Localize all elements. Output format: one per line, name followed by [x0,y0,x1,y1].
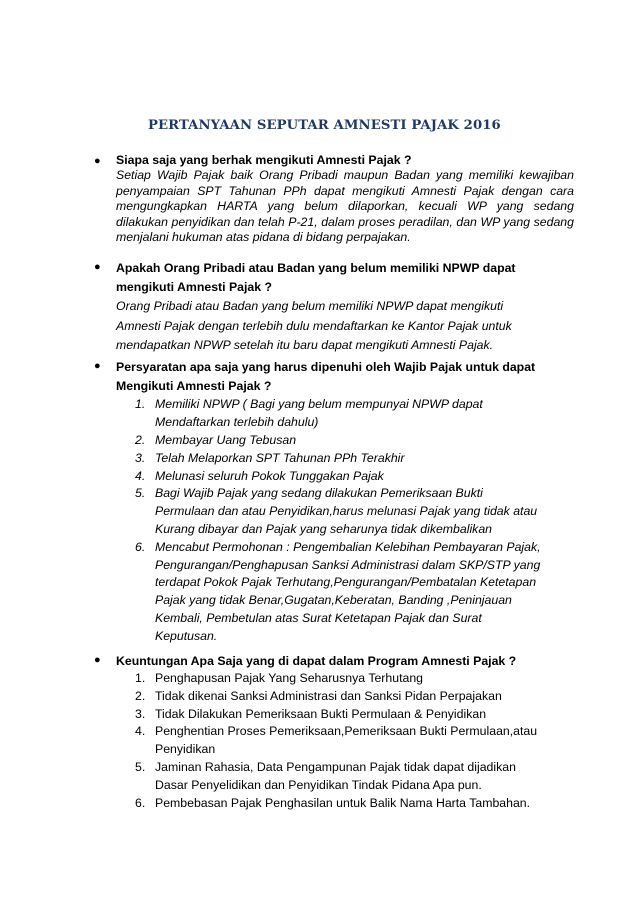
list-item: 1. Penghapusan Pajak Yang Seharusnya Terhutang [135,671,424,685]
faq-section-4 [94,652,574,812]
question-1: Siapa saja yang berhak mengikuti Amnesti Pajak ? [116,153,412,167]
page-title: PERTANYAAN SEPUTAR AMNESTI PAJAK 2016 [148,118,501,133]
faq-section-2 [94,259,574,355]
requirements-list [94,396,574,645]
list-item: 1. Memiliki NPWP ( Bagi yang belum mempunyai NPWP dapat Mendaftarkan terlebih dahulu) [135,397,483,430]
faq-section-1 [94,153,574,245]
list-item: 5. Jaminan Rahasia, Data Pengampunan Pajak tidak dapat dijadikan Dasar Penyelidikan dan Penyidikan Tindak Pidana Apa pun. [135,759,516,792]
bullet-icon: ● [94,261,101,273]
list-item: 2. Membayar Uang Tebusan [135,433,297,447]
list-item: 6. Mencabut Permohonan : Pengembalian Kelebihan Pembayaran Pajak, Pengurangan/Penghapusan Sanksi Administrasi dalam SKP/STP yang terdapat Pokok Pajak Terhutang,Pengurangan/Pembatalan Ketetapan Pajak yang tidak Benar,Gugatan,Keberatan, Banding ,Peninjauan Kembali, Pembetulan atas Surat Ketetapan Pajak dan Surat Keputusan. [135,539,541,643]
list-item: 4. Penghentian Proses Pemeriksaan,Pemeriksaan Bukti Permulaan,atau Penyidikan [135,724,538,757]
bullet-icon: ● [94,654,101,666]
benefits-list [94,670,574,812]
list-item: 5. Bagi Wajib Pajak yang sedang dilakukan Pemeriksaan Bukti Permulaan dan atau Penyidikan,harus melunasi Pajak yang tidak atau Kurang dibayar dan Pajak yang seharunya tidak dikembalikan [135,486,538,536]
bullet-icon: ● [94,155,101,167]
list-item: 2. Tidak dikenai Sanksi Administrasi dan Sanksi Pidan Perpajakan [135,688,502,703]
question-3: Persyaratan apa saja yang harus dipenuhi oleh Wajib Pajak untuk dapat Mengikuti Amnesti Pajak ? [116,360,536,394]
question-4: Keuntungan Apa Saja yang di dapat dalam Program Amnesti Pajak ? [116,654,517,668]
answer-1: Setiap Wajib Pajak baik Orang Pribadi maupun Badan yang memiliki kewajiban penyampaian SPT Tahunan PPh dapat mengikuti Amnesti Pajak dengan cara mengungkapkan HARTA yang belum dilaporkan, kecuali WP yang sedang dilakukan penyidikan dan telah P-21, dalam proses peradilan, dan WP yang sedang menjalani hukuman atas pidana di bidang perpajakan. [116,168,574,245]
list-item: 3. Telah Melaporkan SPT Tahunan PPh Terakhir [135,450,405,465]
question-2: Apakah Orang Pribadi atau Badan yang belum memiliki NPWP dapat mengikuti Amnesti Pajak ? [116,261,516,295]
list-item: 3. Tidak Dilakukan Pemeriksaan Bukti Permulaan & Penyidikan [135,706,487,721]
bullet-icon: ● [94,360,101,372]
faq-section-3 [94,358,574,646]
answer-2: Orang Pribadi atau Badan yang belum memiliki NPWP dapat mengikuti Amnesti Pajak dengan terlebih dulu mendaftarkan ke Kantor Pajak untuk mendapatkan NPWP setelah itu baru dapat mengikuti Amnesti Pajak. [116,299,512,352]
list-item: 6. Pembebasan Pajak Penghasilan untuk Balik Nama Harta Tambahan. [135,795,531,810]
list-item: 4. Melunasi seluruh Pokok Tunggakan Pajak [135,468,384,483]
